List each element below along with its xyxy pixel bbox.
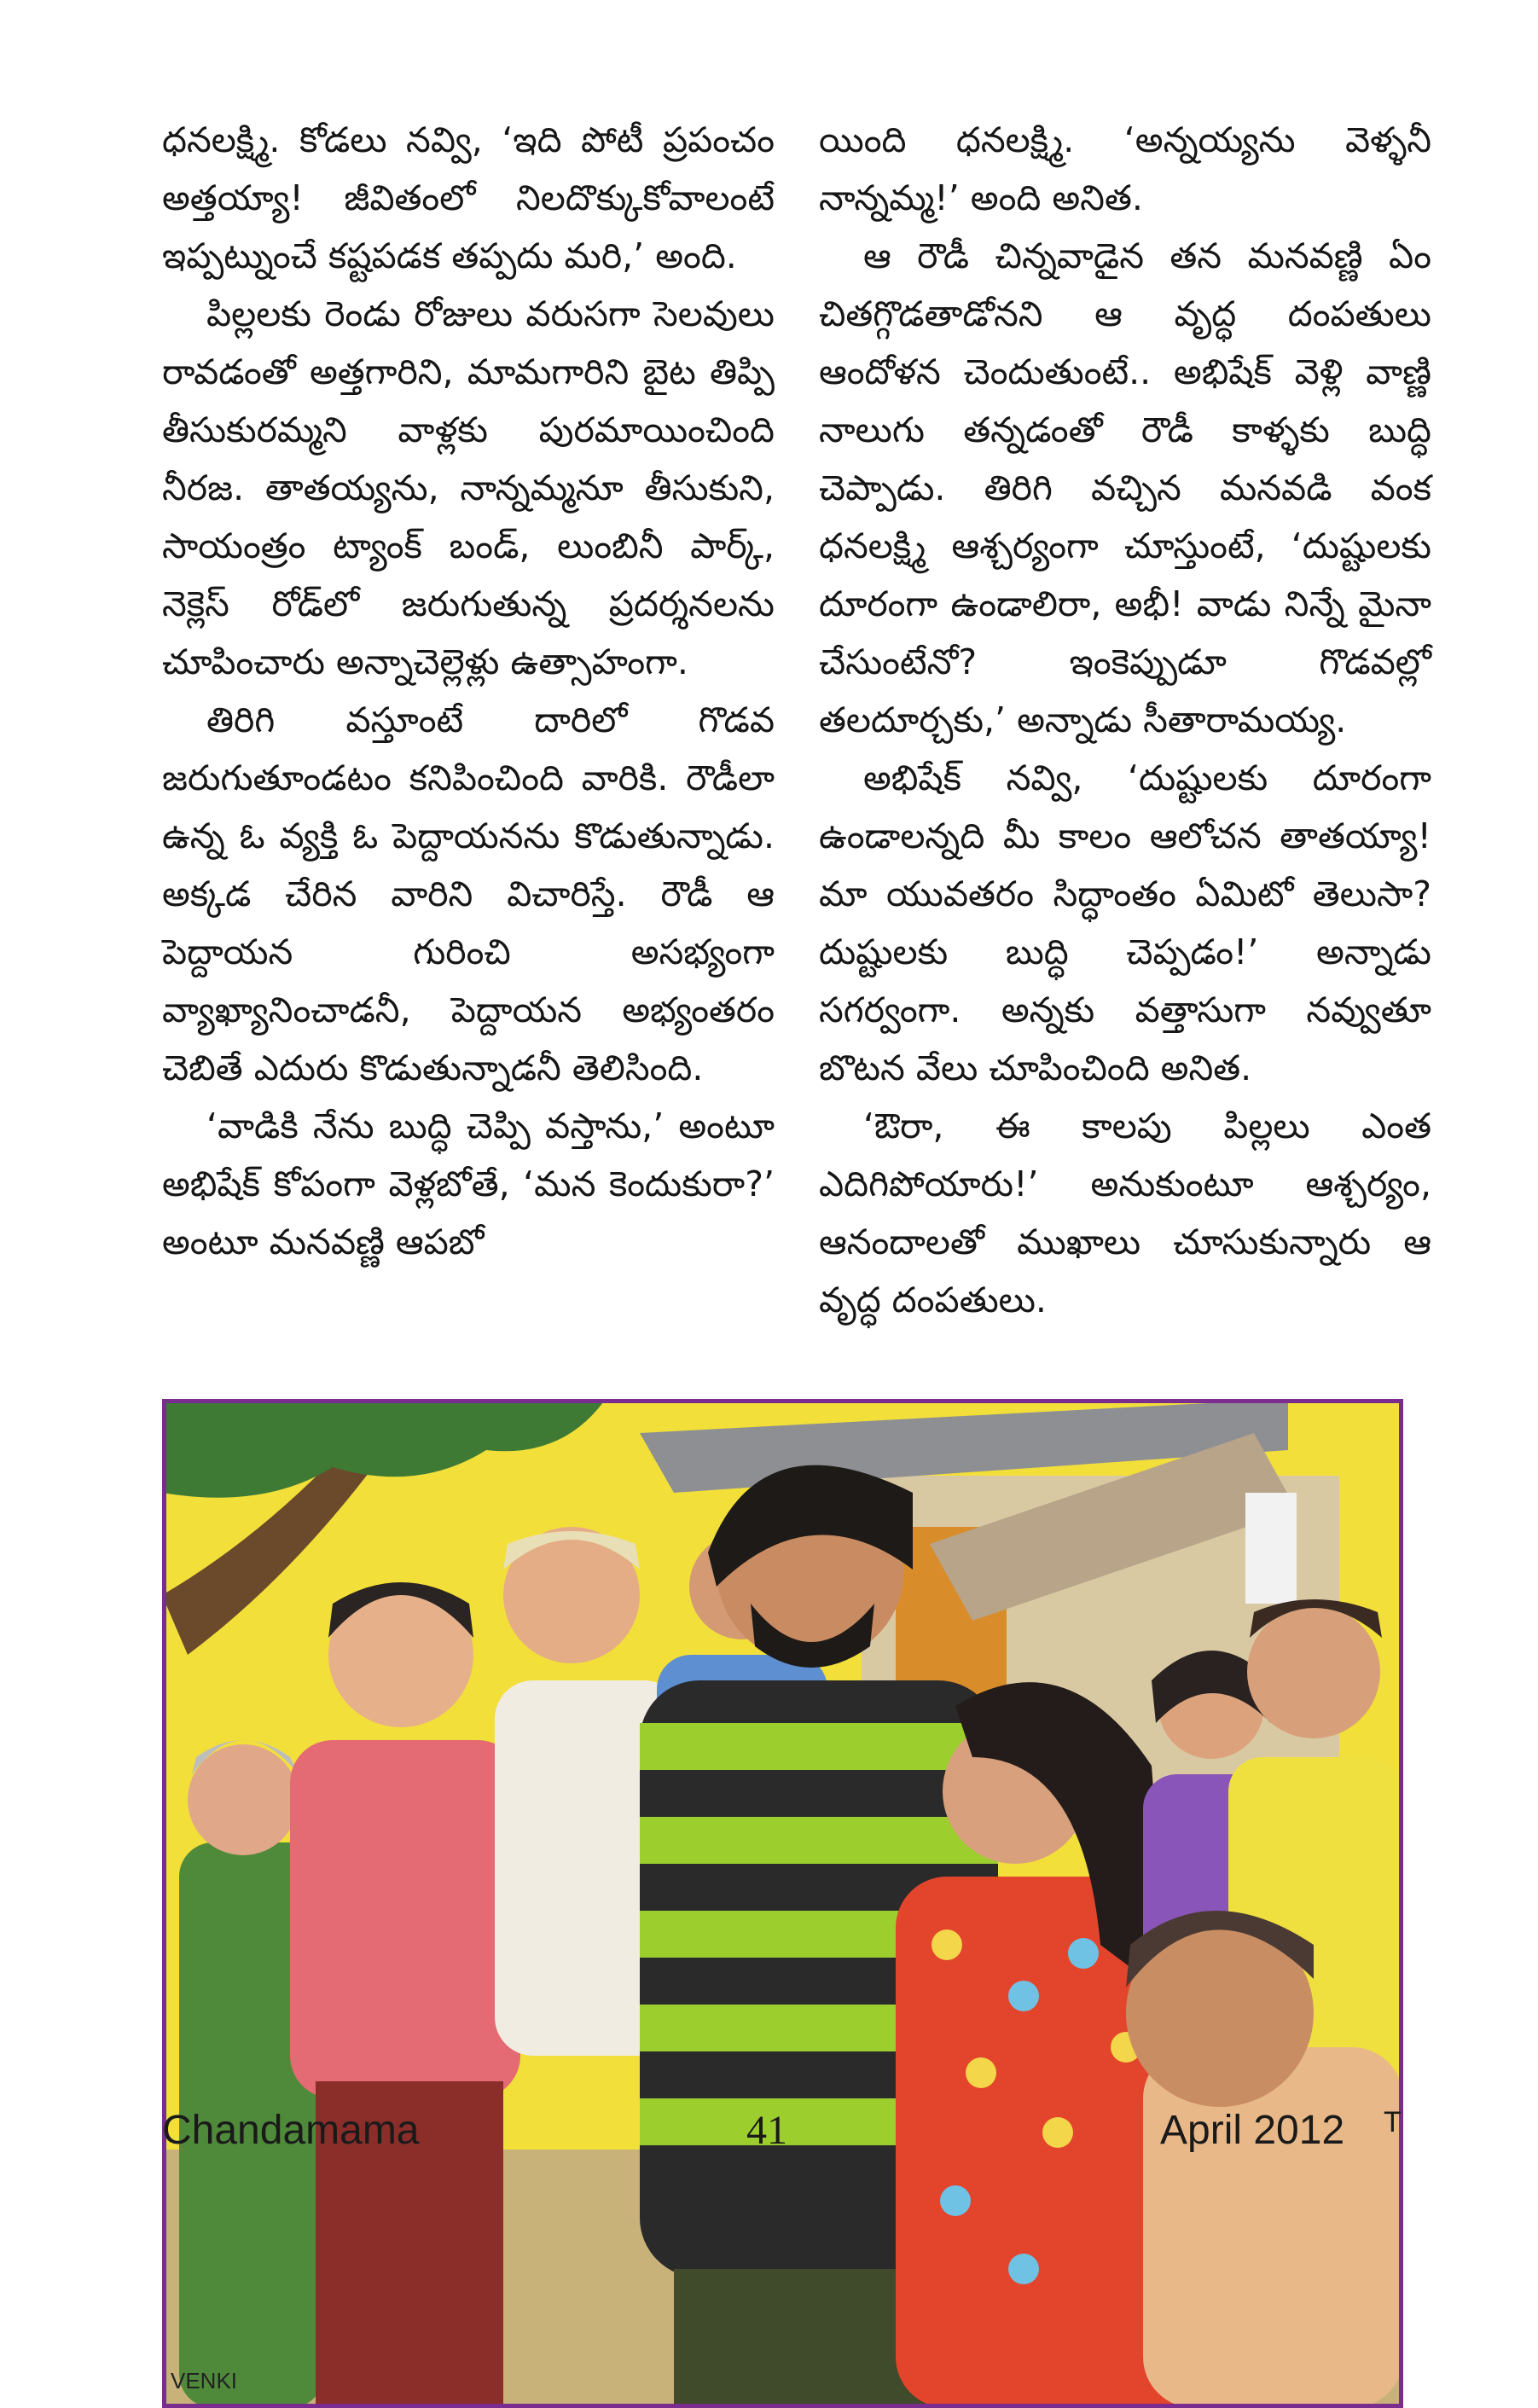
footer-issue-date: April 2012 (1160, 2108, 1345, 2153)
story-paragraph: ఆ రౌడీ చిన్నవాడైన తన మనవణ్ణి ఏం చితగ్గొడతాడోనని ఆ వృద్ధ దంపతులు ఆందోళన చెందుతుంటే.. అభిషేక్ వెళ్లి వాణ్ణి నాలుగు తన్నడంతో రౌడీ కాళ్ళకు బుద్ధి చెప్పాడు. తిరిగి వచ్చిన మనవడి వంక ధనలక్ష్మి ఆశ్చర్యంగా చూస్తుంటే, ‘దుష్టులకు దూరంగా ఉండాలిరా, అభీ! వాడు నిన్నే మైనా చేసుంటేనో? ఇంకెప్పుడూ గొడవల్లో తలదూర్చకు,’ అన్నాడు సీతారామయ్య. (819, 235, 1431, 740)
story-illustration (162, 1399, 1403, 2408)
story-column-right (819, 111, 1431, 1329)
sign-board (1245, 1493, 1297, 1604)
story-paragraph: ‘వాడికి నేను బుద్ధి చెప్పి వస్తాను,’ అంటూ అభిషేక్ కోపంగా వెళ్లబోతే, ‘మన కెందుకురా?’ అంటూ మనవణ్ణి ఆపబో (162, 1105, 775, 1262)
footer-corner-mark: T (1384, 2106, 1402, 2138)
story-paragraph: అభిషేక్ నవ్వి, ‘దుష్టులకు దూరంగా ఉండాలన్నది మీ కాలం ఆలోచన తాతయ్యా! మా యువతరం సిద్ధాంతం ఏమిటో తెలుసా? దుష్టులకు బుద్ధి చెప్పడం!’ అన్నాడు సగర్వంగా. అన్నకు వత్తాసుగా నవ్వుతూ బొటన వేలు చూపించింది అనిత. (819, 757, 1431, 1088)
story-paragraph: ధనలక్ష్మి. కోడలు నవ్వి, ‘ఇది పోటీ ప్రపంచం అత్తయ్యా! జీవితంలో నిలదొక్కుకోవాలంటే ఇప్పట్నుంచే కష్టపడక తప్పదు మరి,’ అంది. (162, 119, 775, 276)
footer-page-number: 41 (746, 2108, 787, 2153)
story-paragraph: తిరిగి వస్తూంటే దారిలో గొడవ జరుగుతూండటం కనిపించింది వారికి. రౌడీలా ఉన్న ఓ వ్యక్తి ఓ పెద్దాయనను కొడుతున్నాడు. అక్కడ చేరిన వారిని విచారిస్తే. రౌడీ ఆ పెద్దాయన గురించి అసభ్యంగా వ్యాఖ్యానించాడనీ, పెద్దాయన అభ్యంతరం చెబితే ఎదురు కొడుతున్నాడనీ తెలిసింది. (162, 699, 775, 1088)
story-column-left (162, 111, 775, 1271)
story-paragraph: పిల్లలకు రెండు రోజులు వరుసగా సెలవులు రావడంతో అత్తగారిని, మామగారిని బైట తిప్పి తీసుకురమ్మని వాళ్లకు పురమాయించింది నీరజ. తాతయ్యను, నాన్నమ్మనూ తీసుకుని, సాయంత్రం ట్యాంక్ బండ్, లుంబినీ పార్క్, నెక్లెస్ రోడ్‌లో జరుగుతున్న ప్రదర్శనలను చూపించారు అన్నాచెల్లెళ్లు ఉత్సాహంగా. (162, 293, 775, 682)
footer-magazine-name: Chandamama (162, 2108, 420, 2153)
story-paragraph: యింది ధనలక్ష్మి. ‘అన్నయ్యను వెళ్ళనీ నాన్నమ్మ!’ అంది అనిత. (819, 119, 1431, 218)
story-paragraph: ‘ఔరా, ఈ కాలపు పిల్లలు ఎంత ఎదిగిపోయారు!’ అనుకుంటూ ఆశ్చర్యం, ఆనందాలతో ముఖాలు చూసుకున్నారు ఆ వృద్ధ దంపతులు. (819, 1105, 1431, 1320)
artist-signature: VENKI (171, 2368, 238, 2393)
